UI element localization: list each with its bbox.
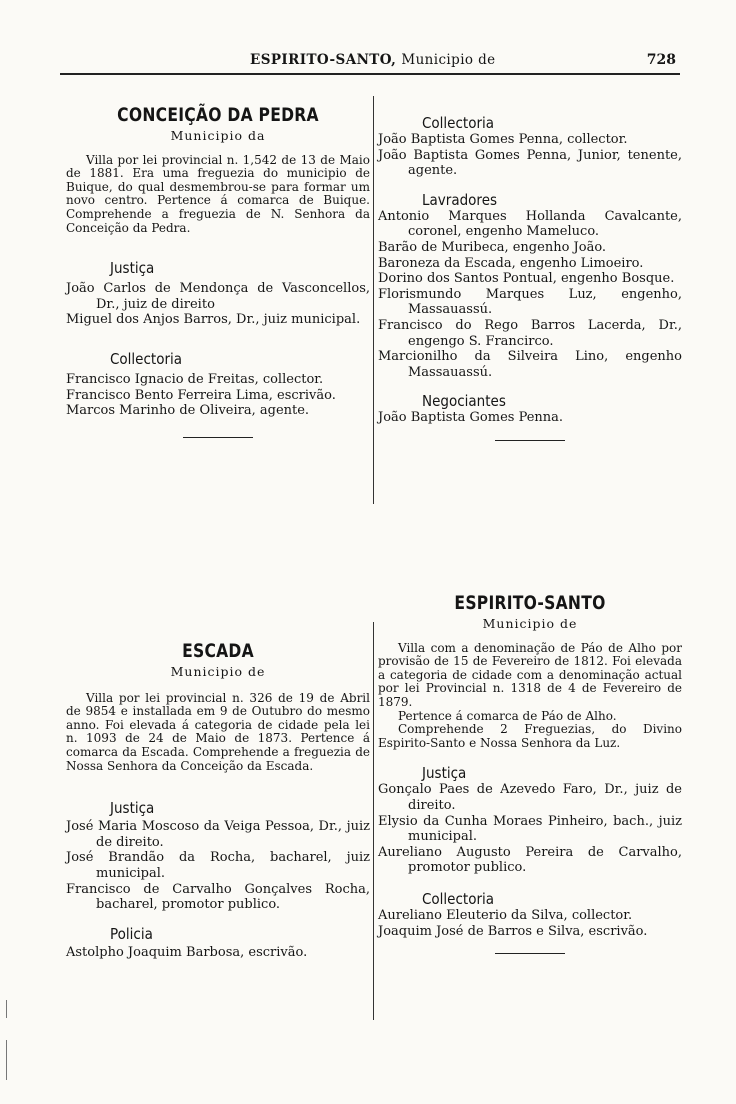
escada-justica-entry: Francisco de Carvalho Gonçalves Rocha, bacharel, promotor publico. — [66, 881, 370, 913]
conceicao-justica-heading: Justiça — [110, 259, 155, 278]
espirito-santo-description: Comprehende 2 Freguezias, do Divino Espirito-Santo e Nossa Senhora da Luz. — [378, 722, 682, 750]
espirito-santo-justica-entry: Gonçalo Paes de Azevedo Faro, Dr., juiz de direito. — [378, 782, 682, 813]
espirito-santo-justica-heading: Justiça — [422, 764, 467, 783]
espirito-santo-subtitle: Municipio de — [482, 616, 578, 631]
conceicao-collectoria-entry: Marcos Marinho de Oliveira, agente. — [66, 403, 310, 419]
negociantes-entry: João Baptista Gomes Penna. — [378, 410, 564, 426]
header-rule — [60, 73, 680, 75]
espirito-santo-collectoria-heading: Collectoria — [422, 889, 495, 908]
escada-policia-heading: Policia — [110, 924, 153, 943]
header-subtitle: Municipio de — [401, 52, 496, 68]
espirito-santo-description: Villa com a denominação de Páo de Alho por provisão de 15 de Fevereiro de 1812. Foi elevada a categoria de cidade com a denominação actual por lei Provincial n. 1318 de 4 de Fevereiro de 1879. — [378, 640, 682, 709]
conceicao-justica-entry: João Carlos de Mendonça de Vasconcellos, Dr., juiz de direito — [66, 281, 370, 312]
negociantes-heading: Negociantes — [422, 392, 506, 411]
escada-justica-heading: Justiça — [110, 799, 155, 818]
lavradores-entry: Florismundo Marques Luz, engenho, Massauassú. — [378, 286, 682, 318]
escada-justica-entry: José Brandão da Rocha, bacharel, juiz municipal. — [66, 850, 370, 881]
espirito-santo-justica-entry: Elysio da Cunha Moraes Pinheiro, bach., juiz municipal. — [378, 813, 682, 845]
conceicao-subtitle: Municipio da — [170, 128, 266, 143]
espirito-santo-description: Pertence á comarca de Páo de Alho. — [398, 708, 617, 723]
header-title: ESPIRITO-SANTO, — [250, 52, 397, 68]
espirito-santo-title: ESPIRITO-SANTO — [454, 592, 606, 614]
page-header — [60, 52, 680, 74]
escada-section — [66, 640, 370, 960]
section-separator — [183, 437, 253, 438]
escada-description: Villa por lei provincial n. 326 de 19 de Abril de 9854 e installada em 9 de Outubro do mesmo anno. Foi elevada á categoria de cidade pela lei n. 1093 de 24 de Maio de 1873. Pertence á comarca da Escada. Comprehende a freguezia de Nossa Senhora da Conceição da Escada. — [66, 690, 370, 773]
lavradores-entry: Barão de Muribeca, engenho João. — [378, 239, 607, 255]
section-separator — [495, 440, 565, 441]
conceicao-justica-entry: Miguel dos Anjos Barros, Dr., juiz municipal. — [66, 312, 361, 328]
espirito-santo-section — [378, 592, 682, 954]
lavradores-entry: Dorino dos Santos Pontual, engenho Bosque. — [378, 271, 675, 287]
column-divider-top — [373, 96, 374, 504]
page-number: 728 — [646, 52, 676, 68]
lavradores-entry: Francisco do Rego Barros Lacerda, Dr., engengo S. Francirco. — [378, 317, 682, 349]
conceicao-description-block — [66, 154, 370, 236]
conceicao-collectoria-heading: Collectoria — [110, 349, 183, 368]
conceicao-title: CONCEIÇÃO DA PEDRA — [117, 104, 319, 126]
conceicao-collectoria-entry: Francisco Bento Ferreira Lima, escrivão. — [66, 387, 336, 403]
collectoria-entry: João Baptista Gomes Penna, collector. — [378, 132, 628, 147]
escada-policia-entry: Astolpho Joaquim Barbosa, escrivão. — [66, 944, 308, 960]
lavradores-heading: Lavradores — [422, 190, 498, 209]
escada-description-block — [66, 692, 370, 774]
espirito-santo-collectoria-entry: Aureliano Eleuterio da Silva, collector. — [378, 907, 633, 923]
header-text — [250, 52, 496, 68]
espirito-santo-justica-entry: Aureliano Augusto Pereira de Carvalho, promotor publico. — [378, 844, 682, 876]
conceicao-collectoria-entry: Francisco Ignacio de Freitas, collector. — [66, 371, 324, 387]
collectoria-entry: João Baptista Gomes Penna, Junior, tenente, agente. — [378, 147, 682, 179]
escada-subtitle: Municipio de — [170, 664, 266, 679]
collectoria-heading: Collectoria — [422, 114, 495, 132]
espirito-santo-collectoria-entry: Joaquim José de Barros e Silva, escrivão. — [378, 923, 648, 939]
lavradores-entry: Antonio Marques Hollanda Cavalcante, coronel, engenho Mameluco. — [378, 208, 682, 240]
column-divider-bottom — [373, 622, 374, 1020]
escada-justica-entry: José Maria Moscoso da Veiga Pessoa, Dr., juiz de direito. — [66, 819, 370, 850]
scan-mark — [6, 1040, 7, 1080]
lavradores-entry: Baroneza da Escada, engenho Limoeiro. — [378, 255, 644, 271]
scan-mark — [6, 1000, 7, 1018]
espirito-santo-description-block — [378, 642, 682, 751]
conceicao-section — [66, 104, 370, 438]
lavradores-entry: Marcionilho da Silveira Lino, engenho Massauassú. — [378, 349, 682, 380]
conceicao-description: Villa por lei provincial n. 1,542 de 13 de Maio de 1881. Era uma freguezia do municipio de Buique, do qual desmembrou-se para formar um novo centro. Pertence á comarca de Buique. Comprehende a freguezia de N. Senhora da Conceição da Pedra. — [66, 152, 370, 235]
section-separator — [495, 953, 565, 954]
right-top-section — [378, 114, 682, 441]
escada-title: ESCADA — [182, 640, 254, 662]
